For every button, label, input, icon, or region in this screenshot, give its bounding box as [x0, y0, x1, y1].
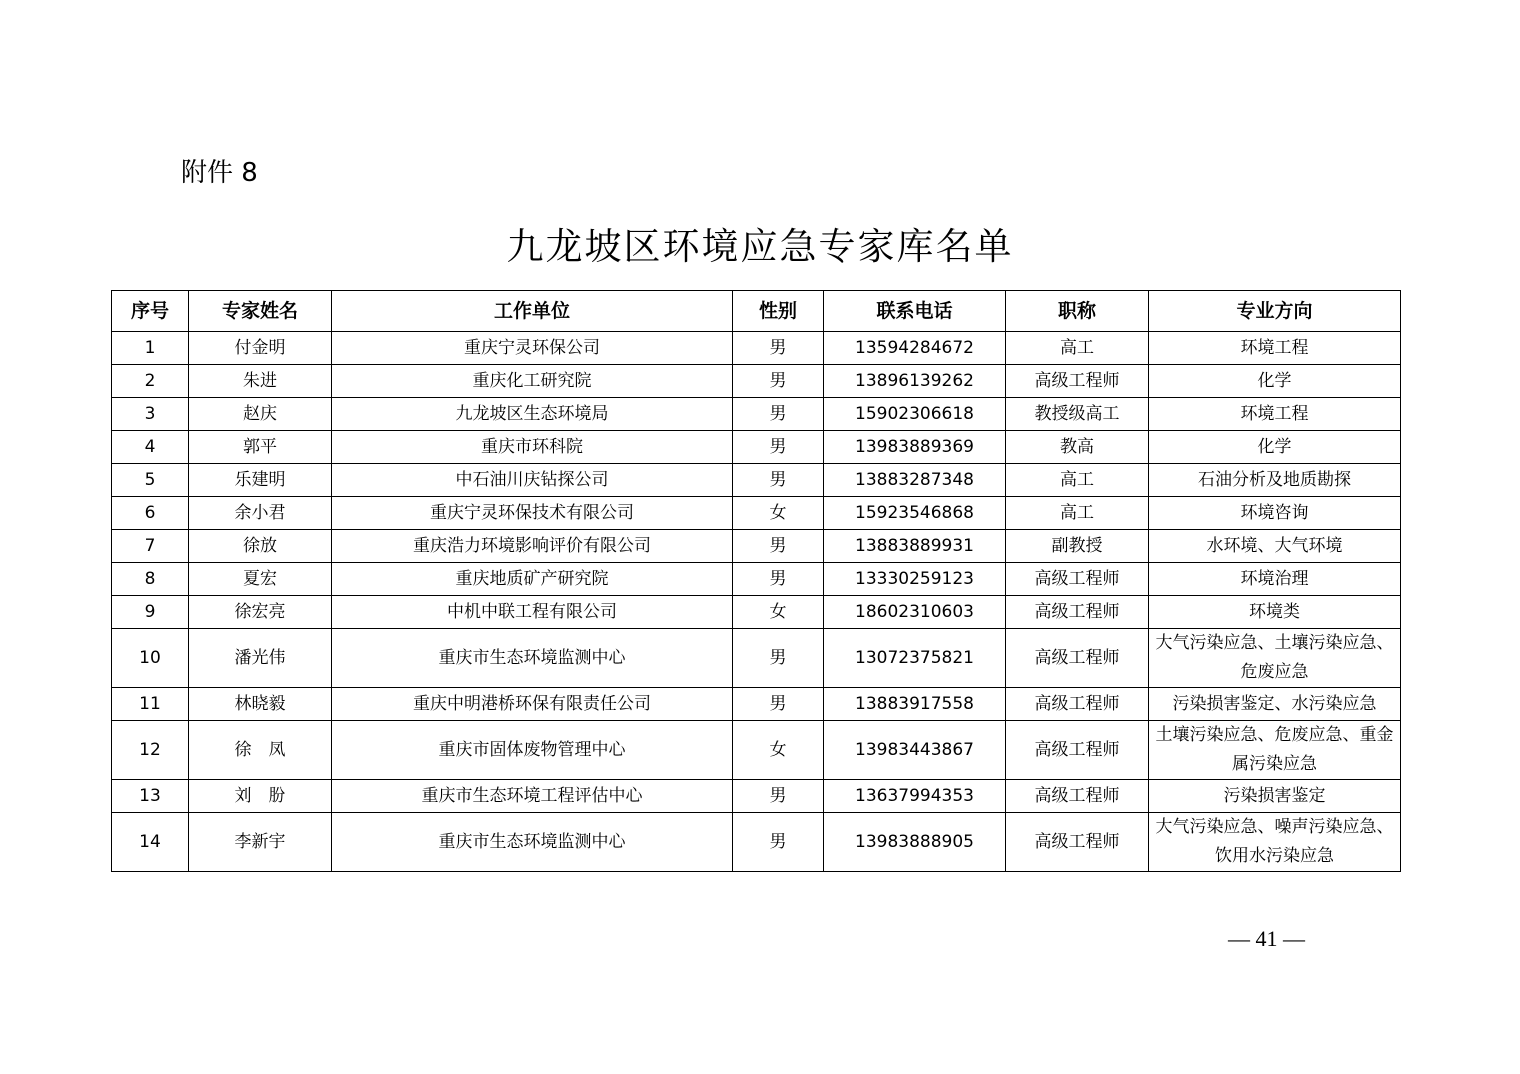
cell-index: 2	[112, 365, 189, 398]
cell-work-unit: 重庆市生态环境监测中心	[332, 629, 733, 688]
cell-work-unit: 重庆宁灵环保公司	[332, 332, 733, 365]
table-body	[112, 332, 1401, 872]
cell-work-unit: 重庆地质矿产研究院	[332, 563, 733, 596]
table-row	[112, 332, 1401, 365]
cell-title: 高级工程师	[1006, 721, 1149, 780]
table-row	[112, 398, 1401, 431]
column-header: 专业方向	[1149, 291, 1401, 332]
cell-work-unit: 重庆浩力环境影响评价有限公司	[332, 530, 733, 563]
column-header: 序号	[112, 291, 189, 332]
cell-title: 高级工程师	[1006, 688, 1149, 721]
column-header: 职称	[1006, 291, 1149, 332]
cell-title: 高级工程师	[1006, 780, 1149, 813]
table-row	[112, 431, 1401, 464]
cell-specialty: 化学	[1149, 431, 1401, 464]
cell-index: 10	[112, 629, 189, 688]
cell-title: 高工	[1006, 464, 1149, 497]
cell-specialty: 土壤污染应急、危废应急、重金属污染应急	[1149, 721, 1401, 780]
cell-phone: 15902306618	[824, 398, 1006, 431]
table-header-row	[112, 291, 1401, 332]
cell-gender: 男	[733, 431, 824, 464]
cell-title: 高级工程师	[1006, 596, 1149, 629]
cell-index: 1	[112, 332, 189, 365]
cell-gender: 男	[733, 398, 824, 431]
page-title: 九龙坡区环境应急专家库名单	[506, 225, 1014, 268]
cell-work-unit: 九龙坡区生态环境局	[332, 398, 733, 431]
column-header: 专家姓名	[189, 291, 332, 332]
cell-phone: 18602310603	[824, 596, 1006, 629]
cell-index: 8	[112, 563, 189, 596]
cell-expert-name: 徐 凤	[189, 721, 332, 780]
cell-index: 12	[112, 721, 189, 780]
cell-index: 9	[112, 596, 189, 629]
cell-work-unit: 中机中联工程有限公司	[332, 596, 733, 629]
cell-specialty: 石油分析及地质勘探	[1149, 464, 1401, 497]
cell-phone: 13983888905	[824, 813, 1006, 872]
cell-phone: 13330259123	[824, 563, 1006, 596]
cell-gender: 男	[733, 813, 824, 872]
cell-work-unit: 重庆中明港桥环保有限责任公司	[332, 688, 733, 721]
table-row	[112, 563, 1401, 596]
cell-expert-name: 赵庆	[189, 398, 332, 431]
cell-phone: 13883287348	[824, 464, 1006, 497]
cell-index: 11	[112, 688, 189, 721]
cell-work-unit: 重庆市生态环境监测中心	[332, 813, 733, 872]
cell-index: 5	[112, 464, 189, 497]
table-row	[112, 365, 1401, 398]
cell-phone: 13983889369	[824, 431, 1006, 464]
cell-expert-name: 潘光伟	[189, 629, 332, 688]
cell-gender: 女	[733, 596, 824, 629]
cell-index: 14	[112, 813, 189, 872]
cell-phone: 13072375821	[824, 629, 1006, 688]
cell-work-unit: 中石油川庆钻探公司	[332, 464, 733, 497]
cell-title: 高级工程师	[1006, 365, 1149, 398]
cell-phone: 13594284672	[824, 332, 1006, 365]
cell-index: 4	[112, 431, 189, 464]
cell-specialty: 环境工程	[1149, 332, 1401, 365]
attachment-label: 附件 8	[181, 158, 258, 188]
cell-index: 3	[112, 398, 189, 431]
cell-expert-name: 刘 朌	[189, 780, 332, 813]
cell-work-unit: 重庆市生态环境工程评估中心	[332, 780, 733, 813]
cell-title: 教高	[1006, 431, 1149, 464]
cell-specialty: 环境工程	[1149, 398, 1401, 431]
cell-gender: 男	[733, 365, 824, 398]
cell-gender: 女	[733, 497, 824, 530]
cell-work-unit: 重庆市固体废物管理中心	[332, 721, 733, 780]
cell-title: 高级工程师	[1006, 563, 1149, 596]
cell-specialty: 大气污染应急、土壤污染应急、危废应急	[1149, 629, 1401, 688]
cell-expert-name: 林晓毅	[189, 688, 332, 721]
table-row	[112, 596, 1401, 629]
cell-work-unit: 重庆宁灵环保技术有限公司	[332, 497, 733, 530]
table-row	[112, 530, 1401, 563]
cell-expert-name: 徐放	[189, 530, 332, 563]
cell-expert-name: 徐宏亮	[189, 596, 332, 629]
table-row	[112, 813, 1401, 872]
table-row	[112, 497, 1401, 530]
cell-specialty: 污染损害鉴定	[1149, 780, 1401, 813]
cell-gender: 男	[733, 332, 824, 365]
cell-gender: 男	[733, 464, 824, 497]
cell-gender: 男	[733, 530, 824, 563]
cell-expert-name: 夏宏	[189, 563, 332, 596]
cell-title: 高级工程师	[1006, 629, 1149, 688]
cell-title: 高工	[1006, 332, 1149, 365]
cell-specialty: 大气污染应急、噪声污染应急、饮用水污染应急	[1149, 813, 1401, 872]
table-row	[112, 464, 1401, 497]
page-number: — 41 —	[1228, 926, 1305, 951]
cell-work-unit: 重庆市环科院	[332, 431, 733, 464]
cell-expert-name: 付金明	[189, 332, 332, 365]
cell-title: 高级工程师	[1006, 813, 1149, 872]
cell-gender: 男	[733, 780, 824, 813]
cell-index: 6	[112, 497, 189, 530]
cell-specialty: 水环境、大气环境	[1149, 530, 1401, 563]
cell-expert-name: 郭平	[189, 431, 332, 464]
cell-specialty: 环境咨询	[1149, 497, 1401, 530]
cell-gender: 男	[733, 629, 824, 688]
cell-expert-name: 朱进	[189, 365, 332, 398]
cell-index: 13	[112, 780, 189, 813]
cell-phone: 13983443867	[824, 721, 1006, 780]
cell-expert-name: 余小君	[189, 497, 332, 530]
expert-table	[111, 290, 1401, 872]
column-header: 性别	[733, 291, 824, 332]
table-row	[112, 688, 1401, 721]
cell-specialty: 化学	[1149, 365, 1401, 398]
cell-gender: 男	[733, 563, 824, 596]
cell-specialty: 环境治理	[1149, 563, 1401, 596]
cell-gender: 女	[733, 721, 824, 780]
table-row	[112, 629, 1401, 688]
cell-expert-name: 李新宇	[189, 813, 332, 872]
cell-phone: 13896139262	[824, 365, 1006, 398]
cell-index: 7	[112, 530, 189, 563]
cell-phone: 13883889931	[824, 530, 1006, 563]
cell-expert-name: 乐建明	[189, 464, 332, 497]
cell-work-unit: 重庆化工研究院	[332, 365, 733, 398]
column-header: 工作单位	[332, 291, 733, 332]
cell-title: 高工	[1006, 497, 1149, 530]
cell-phone: 13883917558	[824, 688, 1006, 721]
table-row	[112, 780, 1401, 813]
cell-title: 副教授	[1006, 530, 1149, 563]
cell-specialty: 污染损害鉴定、水污染应急	[1149, 688, 1401, 721]
cell-gender: 男	[733, 688, 824, 721]
column-header: 联系电话	[824, 291, 1006, 332]
cell-specialty: 环境类	[1149, 596, 1401, 629]
table-row	[112, 721, 1401, 780]
cell-phone: 13637994353	[824, 780, 1006, 813]
cell-title: 教授级高工	[1006, 398, 1149, 431]
cell-phone: 15923546868	[824, 497, 1006, 530]
